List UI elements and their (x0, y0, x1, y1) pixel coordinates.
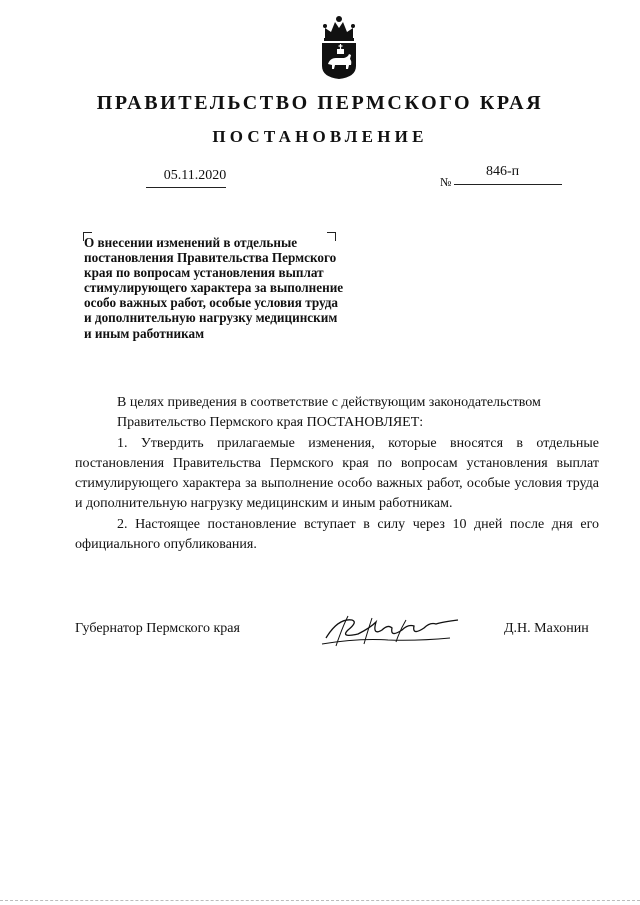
number-underline (454, 184, 562, 185)
document-type: ПОСТАНОВЛЕНИЕ (212, 127, 428, 146)
subject-line: и иным работникам (84, 325, 205, 341)
government-title: ПРАВИТЕЛЬСТВО ПЕРМСКОГО КРАЯ (96, 92, 544, 114)
signatory-position: Губернатор Пермского края (75, 621, 240, 636)
subject-line: особо важных работ, особые условия труда (84, 295, 339, 311)
document-subject (84, 235, 394, 341)
document-date: 05.11.2020 (163, 168, 227, 183)
document-number: 846-п (486, 164, 520, 179)
number-sign: № (440, 175, 452, 189)
handwritten-signature (318, 608, 466, 650)
preamble-line: Правительство Пермского края ПОСТАНОВЛЯЕТ: (117, 415, 424, 431)
document-body (75, 393, 599, 555)
preamble-line: В целях приведения в соответствие с действующим законодательством (117, 395, 541, 410)
perm-krai-coat-of-arms-icon (316, 14, 362, 80)
signatory-name: Д.Н. Махонин (504, 621, 589, 636)
decree-item-1: 1. Утвердить прилагаемые изменения, которые вносятся в отдельные постановления Правительства Пермского края по вопросам установления выплат стимулирующего характера за выполнение особо важных работ, особые условия труда и дополнительную нагрузку медицинским и иным работникам. (75, 435, 599, 512)
subject-line: стимулирующего характера за выполнение (84, 280, 344, 296)
subject-line: постановления Правительства Пермского (84, 250, 337, 266)
subject-line: края по вопросам установления выплат (84, 265, 324, 281)
decree-item-2: 2. Настоящее постановление вступает в силу через 10 дней после дня его официального опубликования. (75, 516, 599, 553)
subject-line: О внесении изменений в отдельные (84, 235, 298, 250)
page-bottom-edge (0, 900, 640, 901)
subject-line: и дополнительную нагрузку медицинским (84, 310, 338, 326)
date-underline (146, 187, 226, 188)
